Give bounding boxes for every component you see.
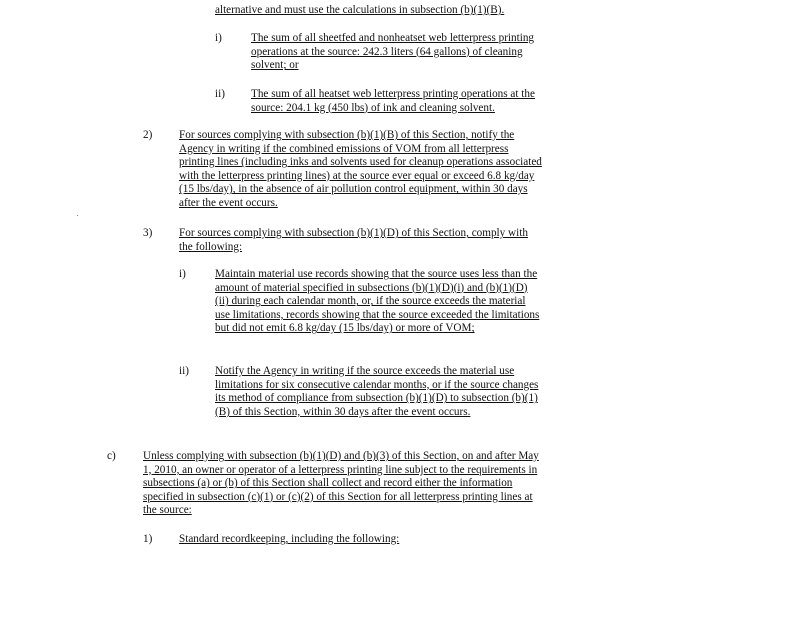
subitem-text: Maintain material use records showing that the source uses less than the amount of material specified in subsections (b)(1)(D)(i) and (b)(1)(D)(ii) during each calendar month, or, if the source exceeds the material use limitations, records showing that the source exceeded the limitations but did not emit 6.8 kg/day (15 lbs/day) or more of VOM; — [215, 268, 540, 335]
list-marker: 1) — [143, 533, 153, 545]
list-marker: i) — [215, 32, 222, 44]
partial-line: alternative and must use the calculations in subsection (b)(1)(B). — [215, 4, 505, 16]
list-marker: i) — [179, 268, 186, 280]
paragraph-item-3: For sources complying with subsection (b)(1)(D) of this Section, comply with the following: — [179, 227, 528, 253]
list-marker: ii) — [215, 88, 225, 100]
section-marker: c) — [107, 450, 116, 462]
subitem-text: Notify the Agency in writing if the source exceeds the material use limitations for six consecutive calendar months, or if the source changes its method of compliance from subsection (b)(1)(D) to subsection (b)(1)(B) of this Section, within 30 days after the event occurs. — [215, 365, 539, 418]
list-item-text: The sum of all heatset web letterpress printing operations at the source: 204.1 kg (450 lbs) of ink and cleaning solvent. — [251, 88, 535, 114]
section-c-paragraph: Unless complying with subsection (b)(1)(D) and (b)(3) of this Section, on and after May 1, 2010, an owner or operator of a letterpress printing line subject to the requirements in subsections (a) or (b) of this Section shall collect and record either the information specified in subsection (c)(1) or (c)(2) of this Section for all letterpress printing lines at the source: — [143, 450, 539, 517]
section-c-item-1: Standard recordkeeping, including the following: — [179, 533, 400, 545]
list-marker: 2) — [143, 129, 153, 141]
paragraph-item-2: For sources complying with subsection (b)(1)(B) of this Section, notify the Agency in writing if the combined emissions of VOM from all letterpress printing lines (including inks and solvents used for cleanup operations associated with the letterpress printing lines) at the source ever equal or exceed 6.8 kg/day (15 lbs/day), in the absence of air pollution control equipment, within 30 days after the event occurs. — [179, 129, 542, 209]
scan-speck — [77, 215, 78, 216]
list-item-text: The sum of all sheetfed and nonheatset web letterpress printing operations at the source: 242.3 liters (64 gallons) of cleaning solvent; or — [251, 32, 535, 72]
list-marker: 3) — [143, 227, 153, 239]
list-marker: ii) — [179, 365, 189, 377]
